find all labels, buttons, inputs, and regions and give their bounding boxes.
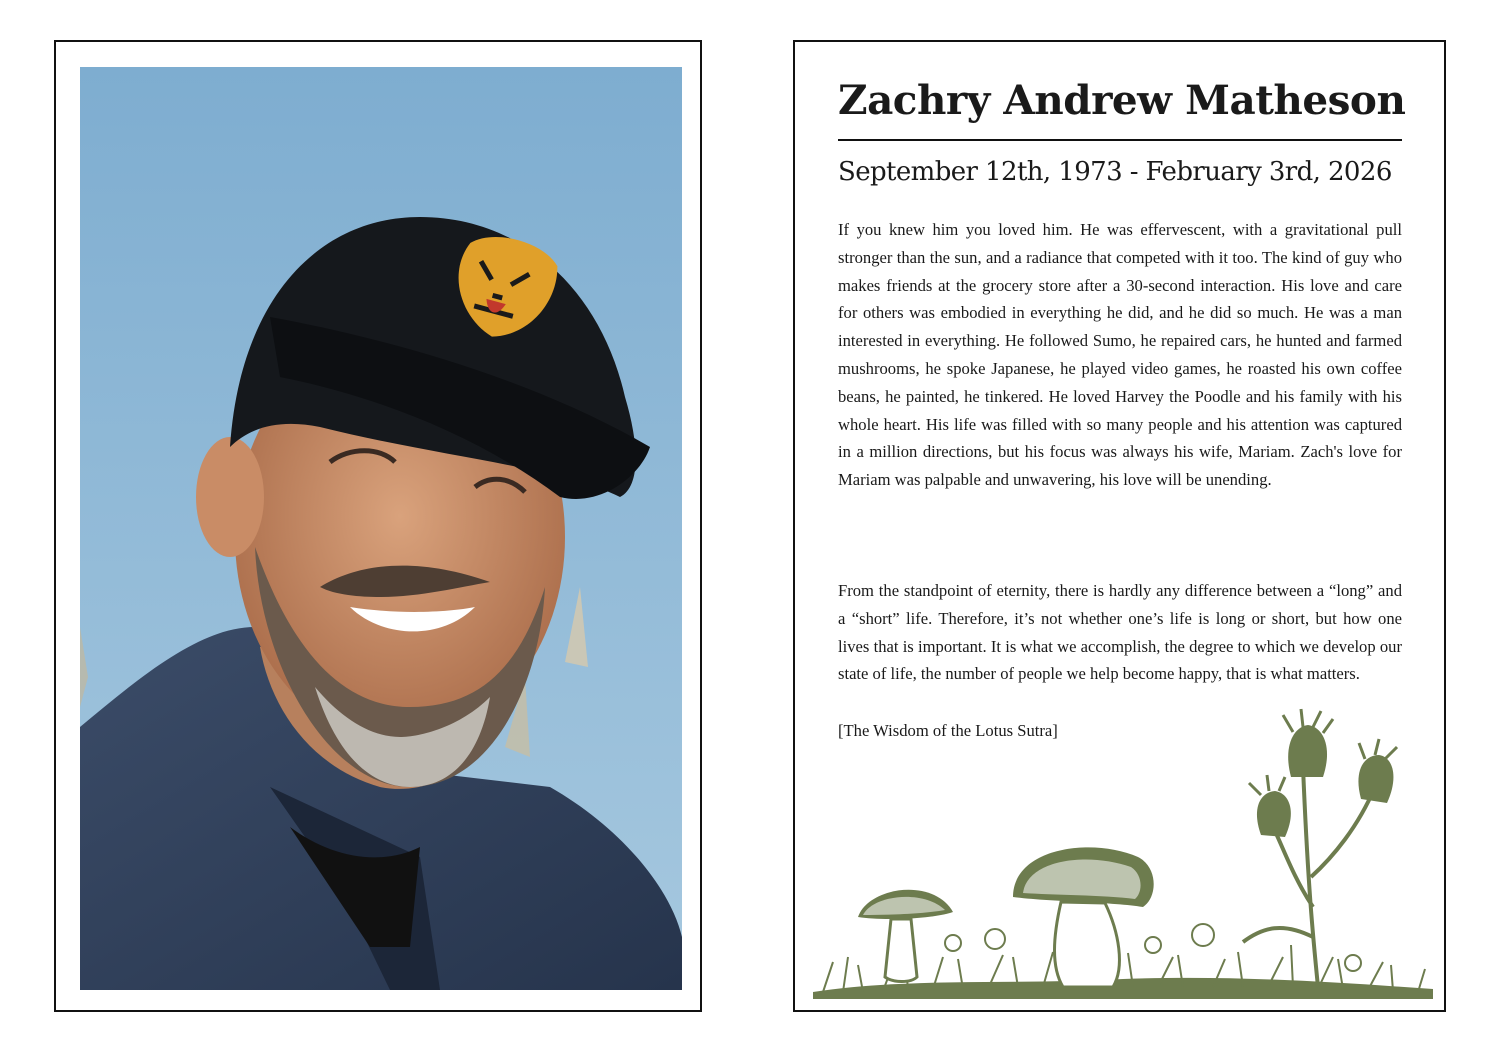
portrait-photo bbox=[80, 67, 682, 990]
quote-paragraph: From the standpoint of eternity, there is hardly any difference between a “long” and a “short” life. Therefore, it’s not whether one’s life is long or short, but how one lives that is important. It is what we accomplish, the degree to which we develop our state of life, the number of people we help become happy, that is what matters. bbox=[838, 581, 1402, 684]
deceased-name: Zachry Andrew Matheson bbox=[838, 76, 1406, 124]
quote-citation: [The Wisdom of the Lotus Sutra] bbox=[838, 721, 1058, 740]
tribute-paragraph: If you knew him you loved him. He was effervescent, with a gravitational pull stronger than the sun, and a radiance that competed with it too. The kind of guy who makes friends at the grocery store after a 30-second interaction. His love and care for others was embodied in everything he did, and he did so much. He was a man interested in everything. He followed Sumo, he repaired cars, he hunted and farmed mushrooms, he spoke Japanese, he played video games, he roasted his own coffee beans, he painted, he tinkered. He loved Harvey the Poodle and his family with his whole heart. His life was filled with so many people and his attention was captured in a million directions, but his focus was always his wife, Mariam. Zach's love for Mariam was palpable and unwavering, his love will be unending. bbox=[838, 220, 1402, 490]
photo-card bbox=[54, 40, 702, 1012]
title-divider bbox=[838, 139, 1402, 141]
obituary-card bbox=[793, 40, 1446, 1012]
mushroom-thistle-illustration bbox=[813, 707, 1433, 1007]
life-dates: September 12th, 1973 - February 3rd, 2026 bbox=[838, 157, 1392, 187]
